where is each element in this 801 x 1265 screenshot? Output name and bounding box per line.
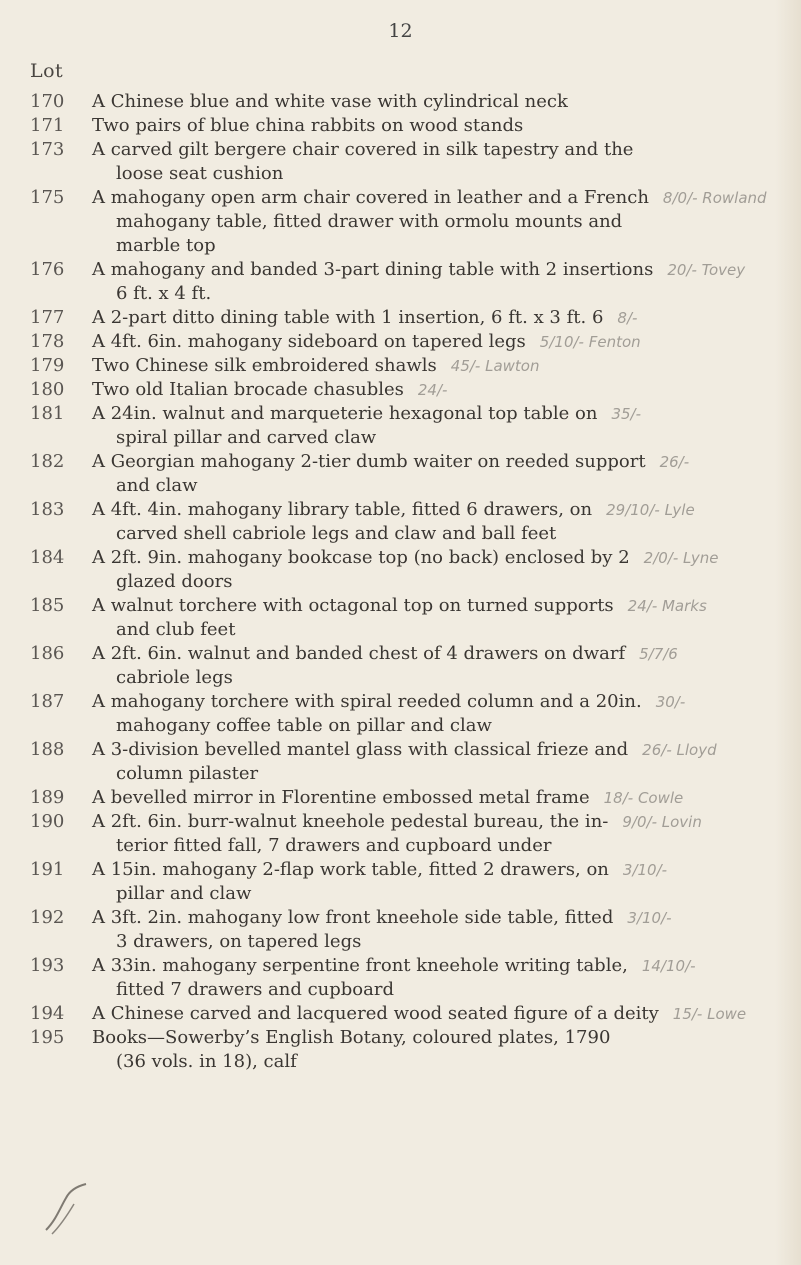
lot-number: 184 xyxy=(30,547,65,568)
lot-description-text: Two Chinese silk embroidered shawls xyxy=(92,355,437,376)
lot-entry xyxy=(30,402,775,450)
lot-number: 183 xyxy=(30,499,65,520)
lot-number: 175 xyxy=(30,187,65,208)
lot-description-line xyxy=(92,258,775,282)
lot-entry xyxy=(30,642,775,690)
lot-description-text: A 4ft. 6in. mahogany sideboard on tapered legs xyxy=(92,331,526,352)
handwritten-price-mark: 26/- Lloyd xyxy=(642,741,717,759)
lot-entry xyxy=(30,810,775,858)
lot-description xyxy=(92,738,775,786)
lot-description-text: loose seat cushion xyxy=(116,163,284,184)
handwritten-price-mark: 3/10/- xyxy=(622,861,668,879)
lot-number: 173 xyxy=(30,139,65,160)
lot-description xyxy=(92,186,775,258)
lot-description-line xyxy=(92,930,775,954)
lot-number: 192 xyxy=(30,907,65,928)
lot-description xyxy=(92,1002,775,1026)
lot-number: 194 xyxy=(30,1003,65,1024)
handwritten-price-mark: 14/10/- xyxy=(641,957,696,975)
page-number: 12 xyxy=(388,20,413,42)
lot-entry xyxy=(30,378,775,402)
lot-description-line xyxy=(92,234,775,258)
handwritten-price-mark: 8/0/- Rowland xyxy=(662,189,767,207)
lot-description-text: A walnut torchere with octagonal top on turned supports xyxy=(92,595,614,616)
lot-description-line xyxy=(92,786,775,810)
lot-number: 181 xyxy=(30,403,65,424)
lot-number: 179 xyxy=(30,355,65,376)
lot-number: 176 xyxy=(30,259,65,280)
lot-column-header: Lot xyxy=(30,60,64,82)
lot-description-text: A Georgian mahogany 2-tier dumb waiter on reeded support xyxy=(92,451,646,472)
lot-entry xyxy=(30,858,775,906)
lot-description-text: A 33in. mahogany serpentine front kneehole writing table, xyxy=(92,955,628,976)
lot-description-line xyxy=(92,546,775,570)
lot-description-line xyxy=(92,114,775,138)
lot-description-text: 3 drawers, on tapered legs xyxy=(116,931,362,952)
handwritten-price-mark: 15/- Lowe xyxy=(672,1005,747,1023)
lot-entry xyxy=(30,186,775,258)
lot-description-text: A 3ft. 2in. mahogany low front kneehole side table, fitted xyxy=(92,907,614,928)
lot-description xyxy=(92,354,775,378)
handwritten-price-mark: 30/- xyxy=(655,693,686,711)
lot-description-text: Books—Sowerby’s English Botany, coloured plates, 1790 xyxy=(92,1027,611,1048)
lot-description-line xyxy=(92,1002,775,1026)
lot-entry xyxy=(30,1026,775,1074)
lot-description xyxy=(92,1026,775,1074)
lot-description xyxy=(92,858,775,906)
lot-description-text: spiral pillar and carved claw xyxy=(116,427,377,448)
lot-description xyxy=(92,642,775,690)
lot-number: 187 xyxy=(30,691,65,712)
lot-number: 191 xyxy=(30,859,65,880)
lot-description-line xyxy=(92,90,775,114)
lot-description xyxy=(92,954,775,1002)
lot-entry xyxy=(30,138,775,186)
lot-description-text: A 3-division bevelled mantel glass with classical frieze and xyxy=(92,739,629,760)
lot-description-line xyxy=(92,810,775,834)
handwritten-price-mark: 29/10/- Lyle xyxy=(606,501,695,519)
lot-description-line xyxy=(92,426,775,450)
lot-number: 177 xyxy=(30,307,65,328)
lot-description-line xyxy=(92,138,775,162)
lot-description-text: fitted 7 drawers and cupboard xyxy=(116,979,395,1000)
lot-entry xyxy=(30,330,775,354)
lot-description xyxy=(92,810,775,858)
lot-number: 185 xyxy=(30,595,65,616)
lot-description xyxy=(92,402,775,450)
lot-description-line xyxy=(92,642,775,666)
lot-number: 178 xyxy=(30,331,65,352)
page-edge-shadow xyxy=(775,0,801,1265)
handwritten-price-mark: 18/- Cowle xyxy=(603,789,684,807)
lot-description-text: A Chinese blue and white vase with cylindrical neck xyxy=(92,91,568,112)
lot-description-line xyxy=(92,906,775,930)
lot-description-text: cabriole legs xyxy=(116,667,233,688)
lot-description-line xyxy=(92,738,775,762)
lot-description xyxy=(92,306,775,330)
lot-description xyxy=(92,378,775,402)
lot-description-text: A carved gilt bergere chair covered in silk tapestry and the xyxy=(92,139,634,160)
lot-entry xyxy=(30,498,775,546)
lot-description-text: A 2-part ditto dining table with 1 insertion, 6 ft. x 3 ft. 6 xyxy=(92,307,604,328)
lot-description-line xyxy=(92,378,775,402)
lot-entry xyxy=(30,906,775,954)
lot-description-text: and club feet xyxy=(116,619,236,640)
lot-number: 182 xyxy=(30,451,65,472)
lot-description-text: A Chinese carved and lacquered wood seated figure of a deity xyxy=(92,1003,659,1024)
handwritten-price-mark: 20/- Tovey xyxy=(667,261,746,279)
handwritten-price-mark: 35/- xyxy=(611,405,642,423)
lot-entry xyxy=(30,90,775,114)
lot-description xyxy=(92,906,775,954)
lot-description-line xyxy=(92,714,775,738)
lot-description-text: terior fitted fall, 7 drawers and cupboard under xyxy=(116,835,552,856)
lot-description-text: A 2ft. 6in. burr-walnut kneehole pedestal bureau, the in- xyxy=(92,811,609,832)
handwritten-price-mark: 5/10/- Fenton xyxy=(539,333,641,351)
lot-description xyxy=(92,690,775,738)
lot-description xyxy=(92,546,775,594)
scribble-mark-icon xyxy=(38,1180,98,1240)
lot-entry xyxy=(30,354,775,378)
lot-description-line xyxy=(92,834,775,858)
lot-entry xyxy=(30,786,775,810)
lot-description xyxy=(92,786,775,810)
lot-description-text: A 24in. walnut and marqueterie hexagonal top table on xyxy=(92,403,598,424)
lot-number: 193 xyxy=(30,955,65,976)
lot-description-line xyxy=(92,882,775,906)
lot-entry xyxy=(30,450,775,498)
lot-entry xyxy=(30,954,775,1002)
lot-description-line xyxy=(92,282,775,306)
lot-description-line xyxy=(92,474,775,498)
lot-description-line xyxy=(92,1050,775,1074)
handwritten-price-mark: 45/- Lawton xyxy=(450,357,540,375)
lot-description-line xyxy=(92,978,775,1002)
lot-number: 195 xyxy=(30,1027,65,1048)
lot-number: 170 xyxy=(30,91,65,112)
lot-description-text: marble top xyxy=(116,235,216,256)
lot-description-line xyxy=(92,522,775,546)
lot-description-text: mahogany coffee table on pillar and claw xyxy=(116,715,492,736)
lot-description xyxy=(92,114,775,138)
lot-description xyxy=(92,330,775,354)
lot-description xyxy=(92,258,775,306)
lot-description-line xyxy=(92,306,775,330)
lot-description-line xyxy=(92,162,775,186)
lot-description xyxy=(92,138,775,186)
lot-description-line xyxy=(92,402,775,426)
lot-description-line xyxy=(92,858,775,882)
lot-description-text: Two old Italian brocade chasubles xyxy=(92,379,404,400)
lot-description-line xyxy=(92,354,775,378)
handwritten-price-mark: 3/10/- xyxy=(627,909,672,927)
lot-description xyxy=(92,90,775,114)
lot-description-line xyxy=(92,594,775,618)
handwritten-price-mark: 24/- Marks xyxy=(627,597,707,615)
lot-description-text: A 15in. mahogany 2-flap work table, fitted 2 drawers, on xyxy=(92,859,609,880)
lot-entry xyxy=(30,546,775,594)
lot-number: 188 xyxy=(30,739,65,760)
lot-description-text: Two pairs of blue china rabbits on wood stands xyxy=(92,115,524,136)
lot-entry xyxy=(30,258,775,306)
lot-description-line xyxy=(92,186,775,210)
lot-description-text: A 2ft. 9in. mahogany bookcase top (no back) enclosed by 2 xyxy=(92,547,630,568)
lot-description-text: mahogany table, fitted drawer with ormolu mounts and xyxy=(116,211,623,232)
lot-description-text: A bevelled mirror in Florentine embossed metal frame xyxy=(92,787,590,808)
lot-description-line xyxy=(92,570,775,594)
lot-description-text: A mahogany torchere with spiral reeded column and a 20in. xyxy=(92,691,642,712)
lot-description-line xyxy=(92,1026,775,1050)
lot-description-line xyxy=(92,618,775,642)
lot-number: 171 xyxy=(30,115,65,136)
lot-list xyxy=(30,90,775,1074)
lot-description-line xyxy=(92,666,775,690)
lot-description-text: A 4ft. 4in. mahogany library table, fitted 6 drawers, on xyxy=(92,499,593,520)
lot-description-line xyxy=(92,498,775,522)
lot-description xyxy=(92,594,775,642)
lot-description-text: (36 vols. in 18), calf xyxy=(116,1051,297,1072)
lot-description xyxy=(92,498,775,546)
lot-description-text: 6 ft. x 4 ft. xyxy=(116,283,212,304)
lot-description-text: column pilaster xyxy=(116,763,259,784)
lot-description-text: A mahogany open arm chair covered in leather and a French xyxy=(92,187,649,208)
lot-entry xyxy=(30,306,775,330)
lot-entry xyxy=(30,1002,775,1026)
lot-number: 190 xyxy=(30,811,65,832)
lot-description xyxy=(92,450,775,498)
lot-description-line xyxy=(92,762,775,786)
lot-description-text: A mahogany and banded 3-part dining table with 2 insertions xyxy=(92,259,654,280)
lot-description-text: and claw xyxy=(116,475,198,496)
handwritten-price-mark: 8/- xyxy=(617,309,638,327)
lot-number: 180 xyxy=(30,379,65,400)
lot-description-text: glazed doors xyxy=(116,571,233,592)
lot-entry xyxy=(30,690,775,738)
lot-description-line xyxy=(92,330,775,354)
lot-description-line xyxy=(92,954,775,978)
handwritten-price-mark: 5/7/6 xyxy=(639,645,678,663)
lot-entry xyxy=(30,738,775,786)
handwritten-price-mark: 24/- xyxy=(417,381,448,399)
lot-number: 186 xyxy=(30,643,65,664)
lot-entry xyxy=(30,114,775,138)
lot-description-text: carved shell cabriole legs and claw and ball feet xyxy=(116,523,557,544)
lot-description-text: pillar and claw xyxy=(116,883,252,904)
lot-description-text: A 2ft. 6in. walnut and banded chest of 4 drawers on dwarf xyxy=(92,643,626,664)
lot-description-line xyxy=(92,690,775,714)
handwritten-price-mark: 9/0/- Lovin xyxy=(622,813,702,831)
lot-description-line xyxy=(92,450,775,474)
lot-description-line xyxy=(92,210,775,234)
handwritten-price-mark: 26/- xyxy=(659,453,690,471)
lot-entry xyxy=(30,594,775,642)
handwritten-price-mark: 2/0/- Lyne xyxy=(643,549,719,567)
lot-number: 189 xyxy=(30,787,65,808)
